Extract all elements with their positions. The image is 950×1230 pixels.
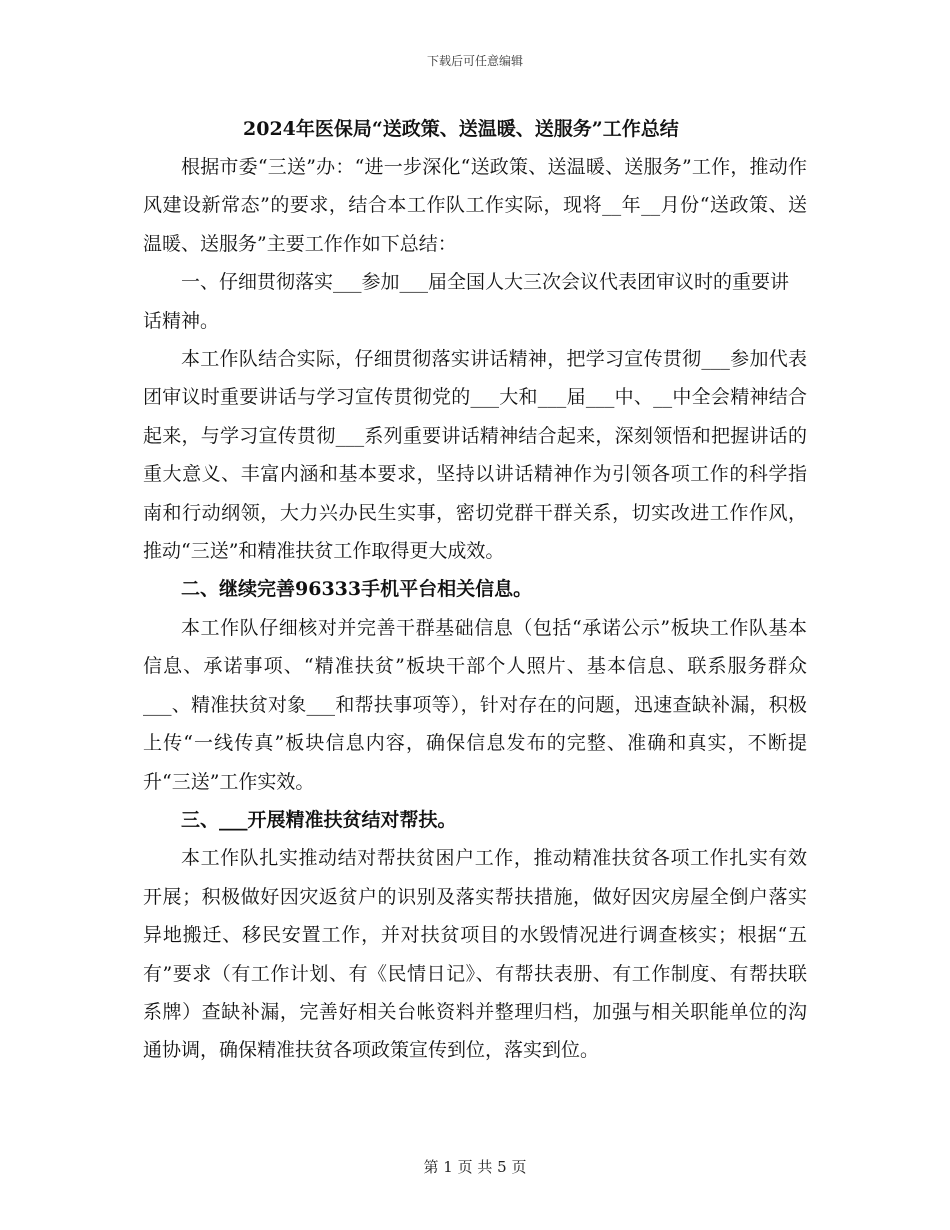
document-title: 2024年医保局“送政策、送温暖、送服务”工作总结 (243, 118, 679, 140)
intro-paragraph: 根据市委“三送”办：“进一步深化“送政策、送温暖、送服务”工作，推动作风建设新常态”的要求，结合本工作队工作实际，现将__年__月份“送政策、送温暖、送服务”主要工作作如下总结： (143, 156, 807, 255)
page-header: 下载后可任意编辑 (426, 54, 523, 68)
section-2-heading: 二、继续完善96333手机平台相关信息。 (181, 578, 533, 601)
section-1-body: 本工作队结合实际，仔细贯彻落实讲话精神，把学习宣传贯彻___参加代表团审议时重要讲话与学习宣传贯彻党的___大和___届___中、__中全会精神结合起来，与学习宣传贯彻___系列重要讲话精神结合起来，深刻领悟和把握讲话的重大意义、丰富内涵和基本要求，坚持以讲话精神作为引领各项工作的科学指南和行动纲领，大力兴办民生实事，密切党群干群关系，切实改进工作作风，推动“三送”和精准扶贫工作取得更大成效。 (143, 348, 807, 563)
section-2-body: 本工作队仔细核对并完善干群基础信息（包括“承诺公示”板块工作队基本信息、承诺事项、“精准扶贫”板块干部个人照片、基本信息、联系服务群众___、精准扶贫对象___和帮扶事项等），针对存在的问题，迅速查缺补漏，积极上传“一线传真”板块信息内容，确保信息发布的完整、准确和真实，不断提升“三送”工作实效。 (143, 616, 807, 793)
section-3-body: 本工作队扎实推动结对帮扶贫困户工作，推动精准扶贫各项工作扎实有效开展；积极做好因灾返贫户的识别及落实帮扶措施，做好因灾房屋全倒户落实异地搬迁、移民安置工作，并对扶贫项目的水毁情况进行调查核实；根据“五有”要求（有工作计划、有《民情日记》、有帮扶表册、有工作制度、有帮扶联系牌）查缺补漏，完善好相关台帐资料并整理归档，加强与相关职能单位的沟通协调，确保精准扶贫各项政策宣传到位，落实到位。 (143, 847, 807, 1062)
section-3-heading: 三、___开展精准扶贫结对帮扶。 (181, 808, 457, 831)
page-footer: 第 1 页 共 5 页 (423, 1158, 527, 1176)
section-1-heading: 一、仔细贯彻落实___参加___届全国人大三次会议代表团审议时的重要讲话精神。 (143, 271, 790, 332)
document-body (143, 110, 807, 1070)
